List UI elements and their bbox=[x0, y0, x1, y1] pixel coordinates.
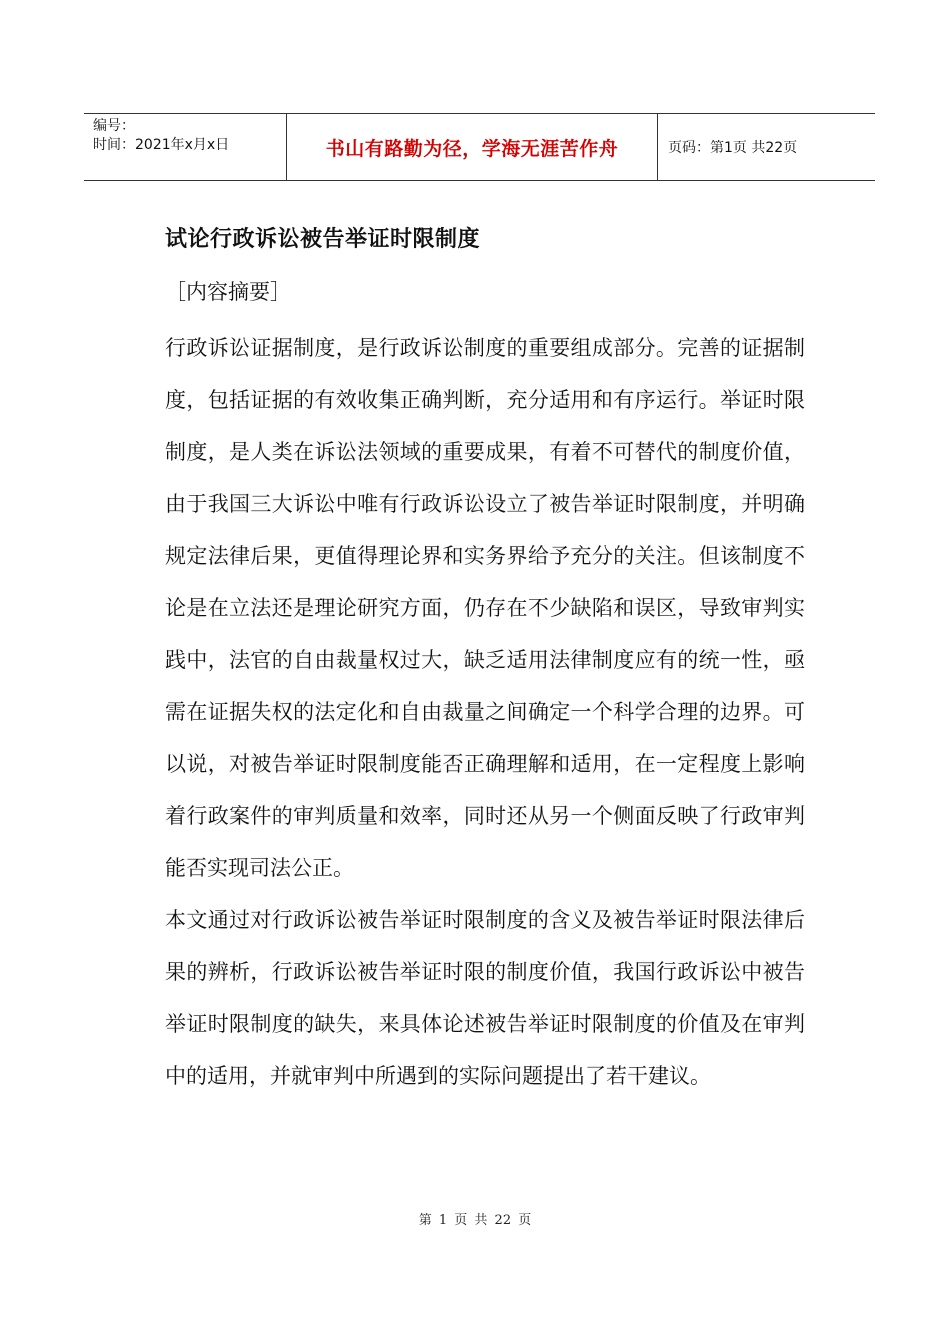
abstract-label: ［内容摘要］ bbox=[165, 280, 291, 304]
body-paragraph: 本文通过对行政诉讼被告举证时限制度的含义及被告举证时限法律后果的辨析，行政诉讼被告举证时限的制度价值，我国行政诉讼中被告举证时限制度的缺失，来具体论述被告举证时限制度的价值及在审判中的适用，并就审判中所遇到的实际问题提出了若干建议。 bbox=[165, 908, 805, 1088]
header-motto: 书山有路勤为径，学海无涯苦作舟 bbox=[286, 114, 658, 180]
document-header bbox=[84, 113, 875, 181]
header-page-info: 页码：第1页 共22页 bbox=[668, 140, 798, 156]
document-title: 试论行政诉讼被告举证时限制度 bbox=[165, 226, 481, 252]
time-label: 时间：2021年x月x日 bbox=[93, 137, 230, 153]
body-paragraph: 行政诉讼证据制度，是行政诉讼制度的重要组成部分。完善的证据制度，包括证据的有效收集正确判断，充分适用和有序运行。举证时限制度，是人类在诉讼法领域的重要成果，有着不可替代的制度价值，由于我国三大诉讼中唯有行政诉讼设立了被告举证时限制度，并明确规定法律后果，更值得理论界和实务界给予充分的关注。但该制度不论是在立法还是理论研究方面，仍存在不少缺陷和误区，导致审判实践中，法官的自由裁量权过大，缺乏适用法律制度应有的统一性，亟需在证据失权的法定化和自由裁量之间确定一个科学合理的边界。可以说，对被告举证时限制度能否正确理解和适用，在一定程度上影响着行政案件的审判质量和效率，同时还从另一个侧面反映了行政审判能否实现司法公正。 bbox=[165, 336, 805, 880]
document-body bbox=[165, 322, 805, 1102]
number-label: 编号： bbox=[93, 118, 135, 134]
header-meta bbox=[84, 114, 286, 180]
page-footer: 第 1 页 共 22 页 bbox=[418, 1213, 532, 1228]
